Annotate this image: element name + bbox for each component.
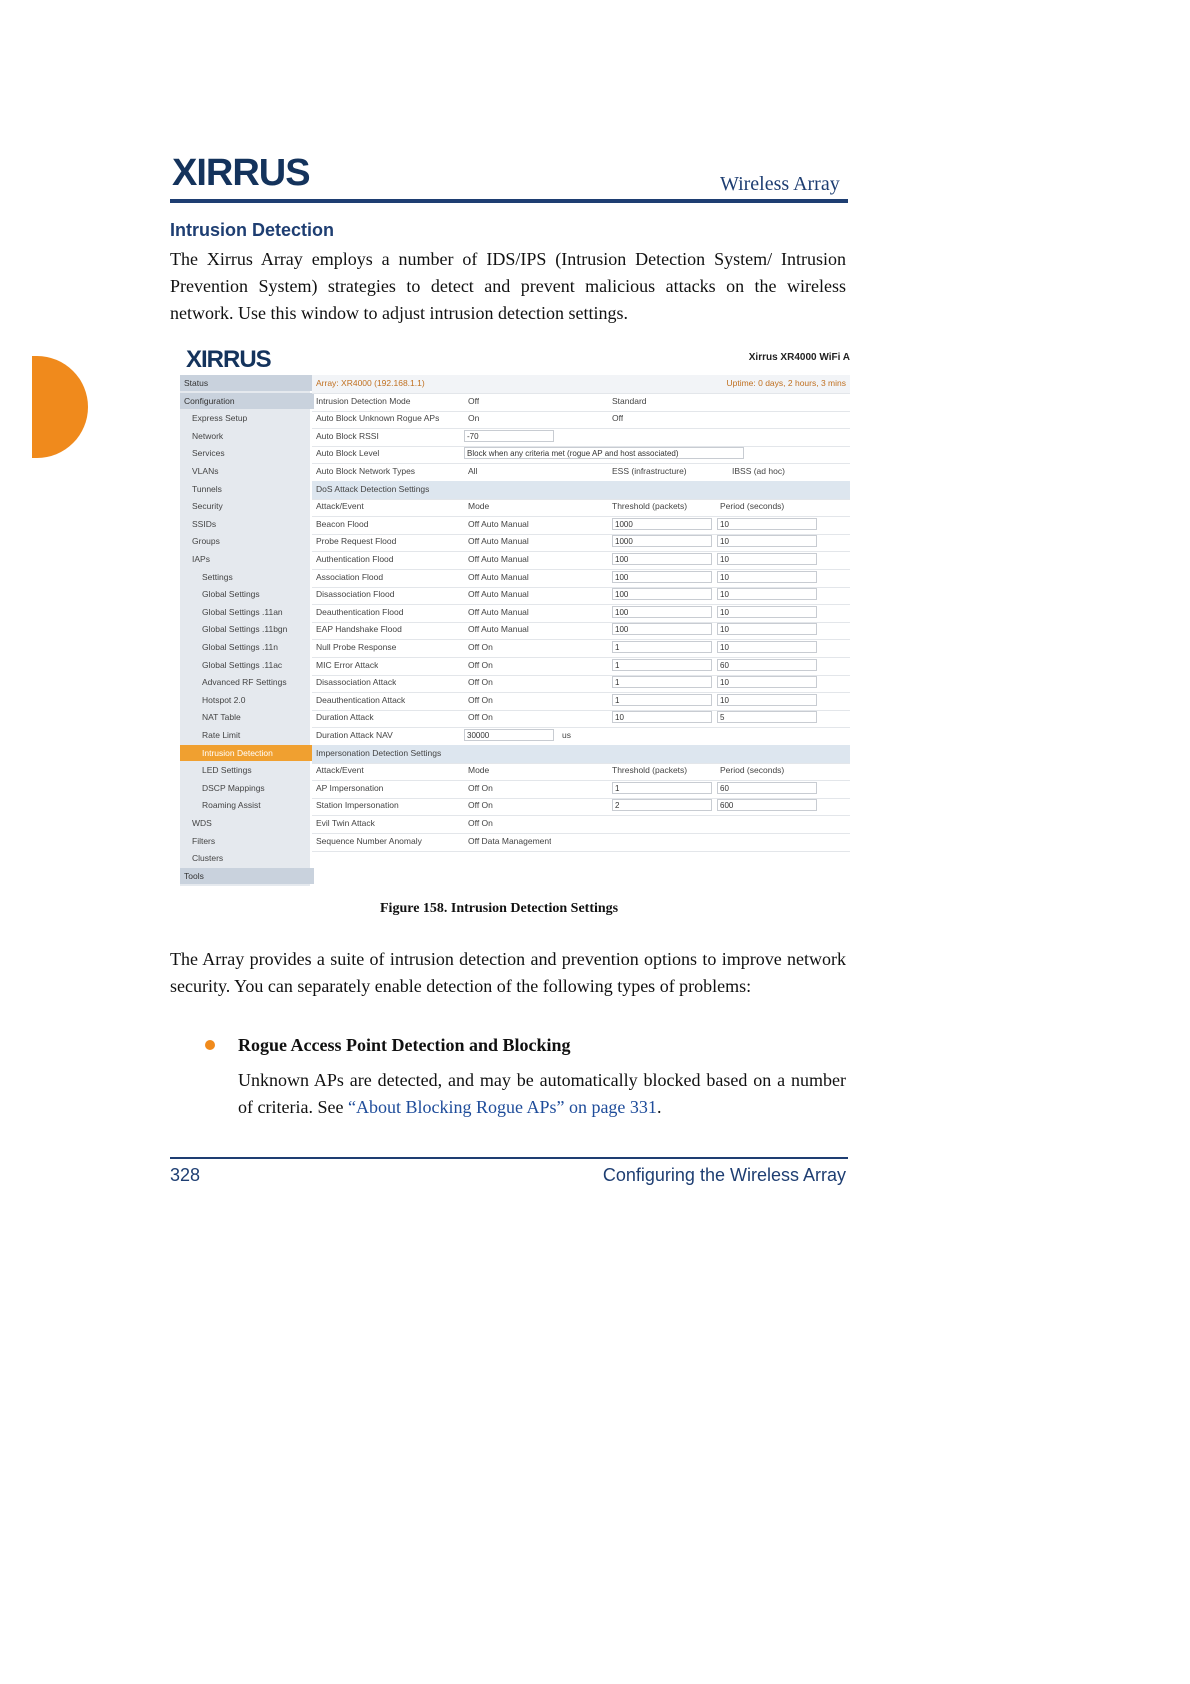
sidebar-item[interactable]: WDS <box>192 818 212 828</box>
setting-label: Disassociation Attack <box>316 677 397 688</box>
setting-row <box>312 815 850 834</box>
setting-row <box>312 498 850 517</box>
sidebar-item[interactable]: Rate Limit <box>202 730 241 740</box>
radio-options[interactable]: Off On <box>468 659 493 670</box>
screenshot-sidebar <box>180 375 310 886</box>
setting-label: Disassociation Flood <box>316 589 395 600</box>
sidebar-item[interactable]: SSIDs <box>192 518 217 529</box>
setting-label: Auto Block RSSI <box>316 430 379 441</box>
column-header: Threshold (packets) <box>612 765 688 776</box>
threshold-input[interactable]: 1 <box>612 676 712 688</box>
section-title: Intrusion Detection <box>170 220 335 240</box>
radio-options[interactable]: On <box>468 413 480 424</box>
threshold-input[interactable]: 1 <box>612 694 712 706</box>
setting-label: Null Probe Response <box>316 642 397 652</box>
figure-caption: Figure 158. Intrusion Detection Settings <box>380 901 619 916</box>
bullet-text: Unknown APs are detected, and may be automatically blocked based on a number of criteria. See <box>238 1070 846 1117</box>
radio-option[interactable]: IBSS (ad hoc) <box>732 466 785 476</box>
setting-row <box>312 586 850 605</box>
setting-input[interactable]: -70 <box>464 430 554 442</box>
period-input[interactable]: 60 <box>717 659 817 671</box>
setting-label: Intrusion Detection Mode <box>316 395 411 406</box>
xirrus-logo: XIRRUS <box>172 152 310 194</box>
setting-label: MIC Error Attack <box>316 659 379 670</box>
sidebar-item[interactable]: Global Settings .11ac <box>202 659 283 670</box>
bullet-tail: . <box>656 1097 662 1117</box>
radio-option[interactable]: Off <box>612 413 624 424</box>
radio-options[interactable]: Off On <box>468 677 493 688</box>
sidebar-item[interactable]: Configuration <box>180 393 314 409</box>
setting-label: Auto Block Level <box>316 448 380 459</box>
radio-options[interactable]: Off Auto Manual <box>468 536 529 547</box>
section-header-row <box>312 481 850 500</box>
sidebar-item[interactable]: IAPs <box>192 554 210 564</box>
setting-row <box>312 727 850 746</box>
screenshot-figure <box>180 346 850 886</box>
column-header: Mode <box>468 501 490 512</box>
threshold-input[interactable]: 1 <box>612 641 712 653</box>
sidebar-item[interactable]: Services <box>192 448 225 459</box>
setting-row <box>312 621 850 640</box>
setting-label: Sequence Number Anomaly <box>316 835 422 846</box>
setting-input[interactable]: Block when any criteria met (rogue AP and host associated) <box>464 447 744 459</box>
setting-label: Auto Block Network Types <box>316 466 416 476</box>
setting-label: Duration Attack <box>316 712 374 723</box>
radio-options[interactable]: Off Auto Manual <box>468 518 529 529</box>
screenshot-settings-table <box>312 375 850 886</box>
period-input[interactable]: 10 <box>717 535 817 547</box>
radio-options[interactable]: Off <box>468 395 480 406</box>
radio-options[interactable]: Off Auto Manual <box>468 571 529 582</box>
section-header-label: DoS Attack Detection Settings <box>316 483 430 494</box>
period-input[interactable]: 10 <box>717 571 817 583</box>
setting-row <box>312 833 850 852</box>
setting-label: Probe Request Flood <box>316 536 397 547</box>
setting-row <box>312 463 850 482</box>
sidebar-item[interactable]: Advanced RF Settings <box>202 677 287 688</box>
setting-row <box>312 569 850 588</box>
period-input[interactable]: 5 <box>717 711 817 723</box>
sidebar-item[interactable]: Intrusion Detection <box>180 745 332 761</box>
screenshot-model: Xirrus XR4000 WiFi A <box>748 352 850 363</box>
setting-row <box>312 639 850 658</box>
setting-label: Evil Twin Attack <box>316 818 375 828</box>
column-header: Period (seconds) <box>720 501 785 512</box>
chapter-tab <box>32 356 88 458</box>
status-bar <box>312 375 850 394</box>
threshold-input[interactable]: 100 <box>612 606 712 618</box>
sidebar-item[interactable]: Global Settings <box>202 589 260 600</box>
setting-label: Attack/Event <box>316 501 364 512</box>
sidebar-item[interactable]: Global Settings .11bgn <box>202 624 288 635</box>
setting-label: Station Impersonation <box>316 800 399 811</box>
sidebar-item[interactable]: Groups <box>192 536 220 547</box>
radio-options[interactable]: Off Auto Manual <box>468 589 529 600</box>
threshold-input[interactable]: 100 <box>612 571 712 583</box>
setting-row <box>312 709 850 728</box>
sidebar-item[interactable]: Tools <box>180 868 314 884</box>
setting-row <box>312 604 850 623</box>
column-header: Mode <box>468 765 490 776</box>
setting-input[interactable]: 30000 <box>464 729 554 741</box>
page-number: 328 <box>170 1165 201 1185</box>
setting-row <box>312 780 850 799</box>
sidebar-item[interactable]: Clusters <box>192 853 224 864</box>
setting-label: AP Impersonation <box>316 782 384 793</box>
setting-row <box>312 674 850 693</box>
sidebar-item[interactable]: LED Settings <box>202 765 252 776</box>
intro-paragraph: The Xirrus Array employs a number of IDS/IPS (Intrusion Detection System/ Intrusion Prevention System) strategies to detect and prevent malicious attacks on the wireless network. Use this window to adjust intrusion detection settings. <box>170 249 846 323</box>
sidebar-item[interactable]: Hotspot 2.0 <box>202 694 246 705</box>
sidebar-item[interactable]: DSCP Mappings <box>202 782 265 793</box>
setting-row <box>312 692 850 711</box>
period-input[interactable]: 10 <box>717 606 817 618</box>
unit-label: us <box>562 730 571 740</box>
threshold-input[interactable]: 2 <box>612 799 712 811</box>
radio-options[interactable]: Off On <box>468 712 493 723</box>
screenshot-logo: XIRRUS <box>186 346 271 373</box>
period-input[interactable]: 10 <box>717 623 817 635</box>
setting-row <box>312 657 850 676</box>
header-rule <box>170 199 848 203</box>
period-input[interactable]: 10 <box>717 676 817 688</box>
sidebar-item[interactable]: NAT Table <box>202 712 241 723</box>
setting-label: Beacon Flood <box>316 518 369 529</box>
sidebar-item[interactable]: Global Settings .11an <box>202 606 283 617</box>
threshold-input[interactable]: 10 <box>612 711 712 723</box>
header-title: Wireless Array <box>720 173 840 195</box>
setting-label: Deauthentication Flood <box>316 606 404 617</box>
radio-options[interactable]: Off On <box>468 782 493 793</box>
radio-options[interactable]: Off On <box>468 694 493 705</box>
section-header-row <box>312 745 850 764</box>
radio-options[interactable]: Off Auto Manual <box>468 624 529 635</box>
sidebar-item[interactable]: Express Setup <box>192 413 248 424</box>
sidebar-item[interactable]: Roaming Assist <box>202 800 261 811</box>
setting-row <box>312 516 850 535</box>
sidebar-item[interactable]: Status <box>180 375 314 391</box>
setting-row <box>312 445 850 464</box>
setting-label: Association Flood <box>316 571 384 582</box>
radio-options[interactable]: Off Data Management <box>468 835 552 846</box>
setting-row <box>312 428 850 447</box>
radio-option[interactable]: ESS (infrastructure) <box>612 466 687 476</box>
setting-row <box>312 762 850 781</box>
radio-options[interactable]: Off Auto Manual <box>468 606 529 617</box>
uptime-status: Uptime: 0 days, 2 hours, 3 mins <box>726 378 846 388</box>
column-header: Period (seconds) <box>720 765 785 776</box>
sidebar-item[interactable]: Security <box>192 501 223 512</box>
column-header: Threshold (packets) <box>612 501 688 512</box>
sidebar-item[interactable]: Tunnels <box>192 483 222 494</box>
footer-title: Configuring the Wireless Array <box>602 1165 846 1185</box>
bullet-title: Rogue Access Point Detection and Blocking <box>238 1035 571 1055</box>
setting-label: Authentication Flood <box>316 554 394 564</box>
radio-options[interactable]: All <box>468 466 478 476</box>
setting-row <box>312 551 850 570</box>
period-input[interactable]: 10 <box>717 694 817 706</box>
setting-row <box>312 797 850 816</box>
setting-label: EAP Handshake Flood <box>316 624 402 635</box>
sidebar-item[interactable]: VLANs <box>192 466 219 476</box>
setting-label: Duration Attack NAV <box>316 730 393 740</box>
radio-options[interactable]: Off On <box>468 642 493 652</box>
threshold-input[interactable]: 1 <box>612 782 712 794</box>
cross-reference-link[interactable]: “About Blocking Rogue APs” on page 331 <box>347 1097 657 1117</box>
threshold-input[interactable]: 1000 <box>612 535 712 547</box>
bullet-dot <box>205 1040 215 1050</box>
threshold-input[interactable]: 100 <box>612 553 712 565</box>
threshold-input[interactable]: 1 <box>612 659 712 671</box>
array-status: Array: XR4000 (192.168.1.1) <box>316 378 425 388</box>
body-paragraph: The Array provides a suite of intrusion detection and prevention options to improve network security. You can separately enable detection of the following types of problems: <box>170 949 846 996</box>
threshold-input[interactable]: 100 <box>612 623 712 635</box>
period-input[interactable]: 10 <box>717 518 817 530</box>
footer-rule <box>170 1157 848 1159</box>
setting-label: Deauthentication Attack <box>316 694 406 705</box>
period-input[interactable]: 60 <box>717 782 817 794</box>
bullet-body <box>238 1067 846 1121</box>
setting-row <box>312 393 850 412</box>
radio-options[interactable]: Off On <box>468 800 493 811</box>
setting-label: Attack/Event <box>316 765 364 776</box>
threshold-input[interactable]: 100 <box>612 588 712 600</box>
sidebar-item[interactable]: Global Settings .11n <box>202 642 278 652</box>
section-header-label: Impersonation Detection Settings <box>316 747 442 758</box>
radio-options[interactable]: Off On <box>468 818 493 828</box>
radio-options[interactable]: Off Auto Manual <box>468 554 529 564</box>
period-input[interactable]: 10 <box>717 641 817 653</box>
radio-option[interactable]: Standard <box>612 395 647 406</box>
sidebar-item[interactable]: Network <box>192 430 224 441</box>
period-input[interactable]: 10 <box>717 553 817 565</box>
setting-row <box>312 410 850 429</box>
threshold-input[interactable]: 1000 <box>612 518 712 530</box>
sidebar-item[interactable]: Settings <box>202 571 233 582</box>
setting-row <box>312 533 850 552</box>
sidebar-item[interactable]: Filters <box>192 835 216 846</box>
period-input[interactable]: 600 <box>717 799 817 811</box>
period-input[interactable]: 10 <box>717 588 817 600</box>
setting-label: Auto Block Unknown Rogue APs <box>316 413 440 424</box>
